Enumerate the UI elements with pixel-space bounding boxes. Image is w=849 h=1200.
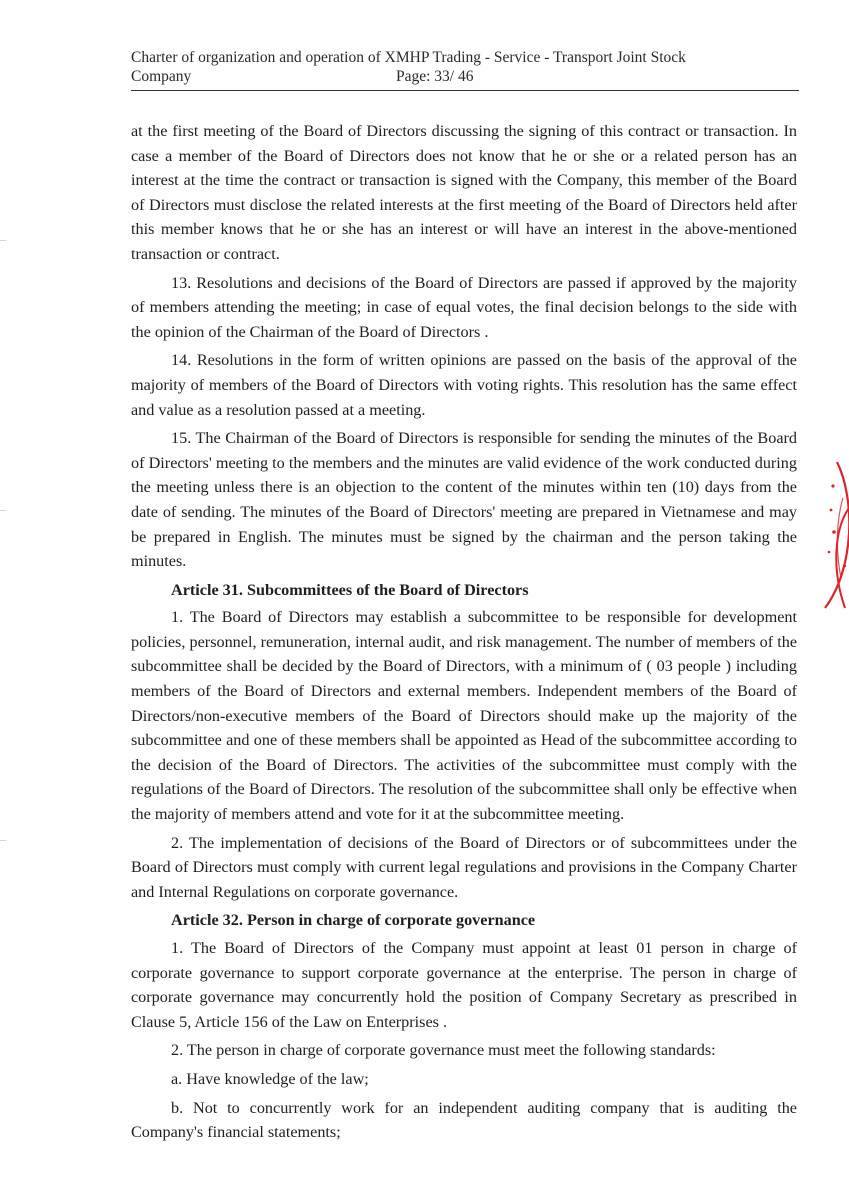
paragraph-15: 15. The Chairman of the Board of Directors is responsible for sending the minutes of the Board of Directors' meeting to the members and the minutes are valid evidence of the work conducted during the meeting unless there is an objection to the content of the minutes within ten (10) days from the date of sending. The minutes of the Board of Directors' meeting are prepared in Vietnamese and may be prepared in English. The minutes must be signed by the chairman and the person taking the minutes.: [131, 429, 797, 571]
article-32-heading: Article 32. Person in charge of corporate governance: [171, 911, 536, 930]
article-32-clause-1: 1. The Board of Directors of the Company must appoint at least 01 person in charge of corporate governance to support corporate governance at the enterprise. The person in charge of corporate governance may concurrently hold the position of Company Secretary as prescribed in Clause 5, Article 156 of the Law on Enterprises .: [131, 939, 797, 1031]
scan-mark: [0, 510, 6, 511]
document-body: [131, 119, 797, 1149]
article-31-clause-2: 2. The implementation of decisions of the Board of Directors or of subcommittees under the Board of Directors must comply with current legal regulations and provisions in the Company Charter and Internal Regulations on corporate governance.: [131, 833, 797, 901]
header-line-2: [131, 67, 799, 86]
page-number: Page: 33/ 46: [396, 68, 474, 85]
article-31-heading: Article 31. Subcommittees of the Board of Directors: [171, 580, 529, 599]
header-company: Company: [131, 68, 192, 85]
article-31-clause-1: 1. The Board of Directors may establish a subcommittee to be responsible for development policies, personnel, remuneration, internal audit, and risk management. The number of members of the subcommittee shall be decided by the Board of Directors, with a minimum of ( 03 people ) including members of the Board of Directors and external members. Independent members of the Board of Directors/non-executive members of the Board of Directors should make up the majority of the subcommittee and one of these members shall be appointed as Head of the subcommittee according to the decision of the Board of Directors. The activities of the subcommittee must comply with the regulations of the Board of Directors. The resolution of the subcommittee shall only be effective when the majority of members attend and vote for it at the subcommittee meeting.: [131, 608, 797, 824]
paragraph-continuation: at the first meeting of the Board of Directors discussing the signing of this contract or transaction. In case a member of the Board of Directors does not know that he or she or a related person has an interest at the time the contract or transaction is signed with the Company, this member of the Board of Directors must disclose the related interests at the first meeting of the Board of Directors held after this member knows that he or she has an interest or will have an interest in the above-mentioned transaction or contract.: [131, 122, 797, 263]
article-32-clause-2: 2. The person in charge of corporate governance must meet the following standards:: [171, 1041, 716, 1060]
scan-mark: [0, 840, 6, 841]
scan-mark: [0, 240, 6, 241]
header-title: Charter of organization and operation of XMHP Trading - Service - Transport Joint Stock: [131, 49, 686, 66]
article-32-clause-2a: a. Have knowledge of the law;: [171, 1069, 369, 1088]
page-header: [131, 48, 799, 86]
article-32-clause-2b: b. Not to concurrently work for an independent auditing company that is auditing the Company's financial statements;: [131, 1098, 797, 1142]
paragraph-14: 14. Resolutions in the form of written opinions are passed on the basis of the approval of the majority of members of the Board of Directors with voting rights. This resolution has the same effect and value as a resolution passed at a meeting.: [131, 351, 797, 419]
header-divider: [131, 90, 799, 91]
seal-stamp-icon: [815, 458, 849, 618]
paragraph-13: 13. Resolutions and decisions of the Board of Directors are passed if approved by the majority of members attending the meeting; in case of equal votes, the final decision belongs to the side with the opinion of the Chairman of the Board of Directors .: [131, 273, 797, 341]
